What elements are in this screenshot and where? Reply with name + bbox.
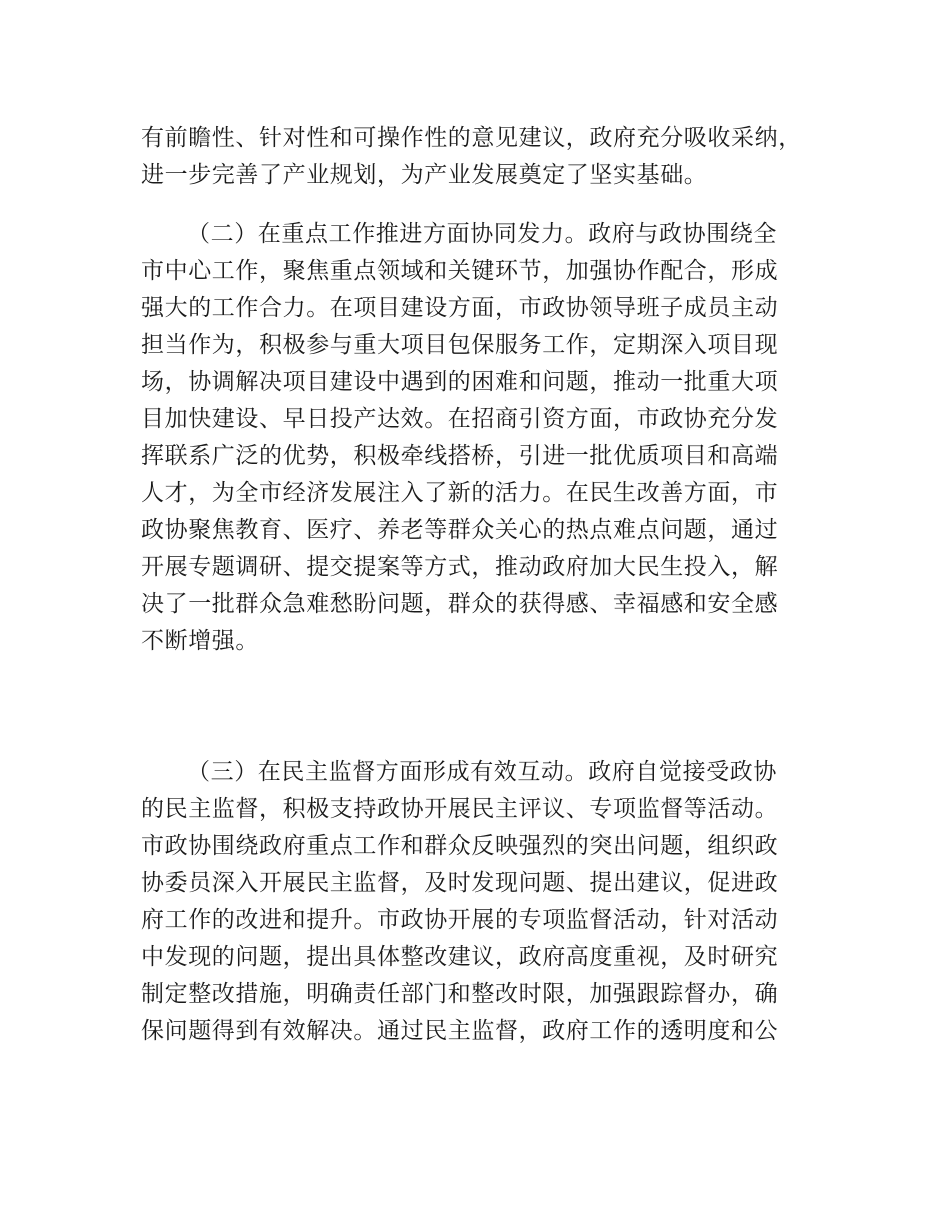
text-line: 协委员深入开展民主监督，及时发现问题、提出建议，促进政 bbox=[141, 870, 779, 896]
text-line: 人才，为全市经济发展注入了新的活力。在民生改善方面，市 bbox=[141, 480, 779, 506]
text-line: 强大的工作合力。在项目建设方面，市政协领导班子成员主动 bbox=[141, 295, 779, 321]
text-line: 政协聚焦教育、医疗、养老等群众关心的热点难点问题，通过 bbox=[141, 517, 779, 543]
text-line: 的民主监督，积极支持政协开展民主评议、专项监督等活动。 bbox=[141, 796, 779, 822]
text-line: 进一步完善了产业规划，为产业发展奠定了坚实基础。 bbox=[141, 162, 708, 188]
text-line: 不断增强。 bbox=[141, 628, 259, 654]
text-line: 市政协围绕政府重点工作和群众反映强烈的突出问题，组织政 bbox=[141, 833, 779, 859]
paragraph-democratic-supervision bbox=[141, 754, 813, 1050]
text-line: 担当作为，积极参与重大项目包保服务工作，定期深入项目现 bbox=[141, 332, 779, 358]
text-line: 市中心工作，聚焦重点领域和关键环节，加强协作配合，形成 bbox=[141, 258, 779, 284]
paragraph-continuation bbox=[141, 120, 813, 194]
text-line: 开展专题调研、提交提案等方式，推动政府加大民生投入，解 bbox=[141, 554, 779, 580]
text-line: 决了一批群众急难愁盼问题，群众的获得感、幸福感和安全感 bbox=[141, 591, 779, 617]
text-line: 府工作的改进和提升。市政协开展的专项监督活动，针对活动 bbox=[141, 907, 779, 933]
paragraph-heading-line: （三）在民主监督方面形成有效互动。政府自觉接受政协 bbox=[187, 759, 777, 785]
text-line: 保问题得到有效解决。通过民主监督，政府工作的透明度和公 bbox=[141, 1018, 779, 1044]
paragraph-key-work-promotion bbox=[141, 216, 813, 660]
text-line: 场，协调解决项目建设中遇到的困难和问题，推动一批重大项 bbox=[141, 369, 779, 395]
text-line: 目加快建设、早日投产达效。在招商引资方面，市政协充分发 bbox=[141, 406, 779, 432]
text-line: 制定整改措施，明确责任部门和整改时限，加强跟踪督办，确 bbox=[141, 981, 779, 1007]
text-line: 中发现的问题，提出具体整改建议，政府高度重视，及时研究 bbox=[141, 944, 779, 970]
text-line: 有前瞻性、针对性和可操作性的意见建议，政府充分吸收采纳， bbox=[141, 125, 802, 151]
paragraph-heading-line: （二）在重点工作推进方面协同发力。政府与政协围绕全 bbox=[187, 221, 777, 247]
text-line: 挥联系广泛的优势，积极牵线搭桥，引进一批优质项目和高端 bbox=[141, 443, 779, 469]
